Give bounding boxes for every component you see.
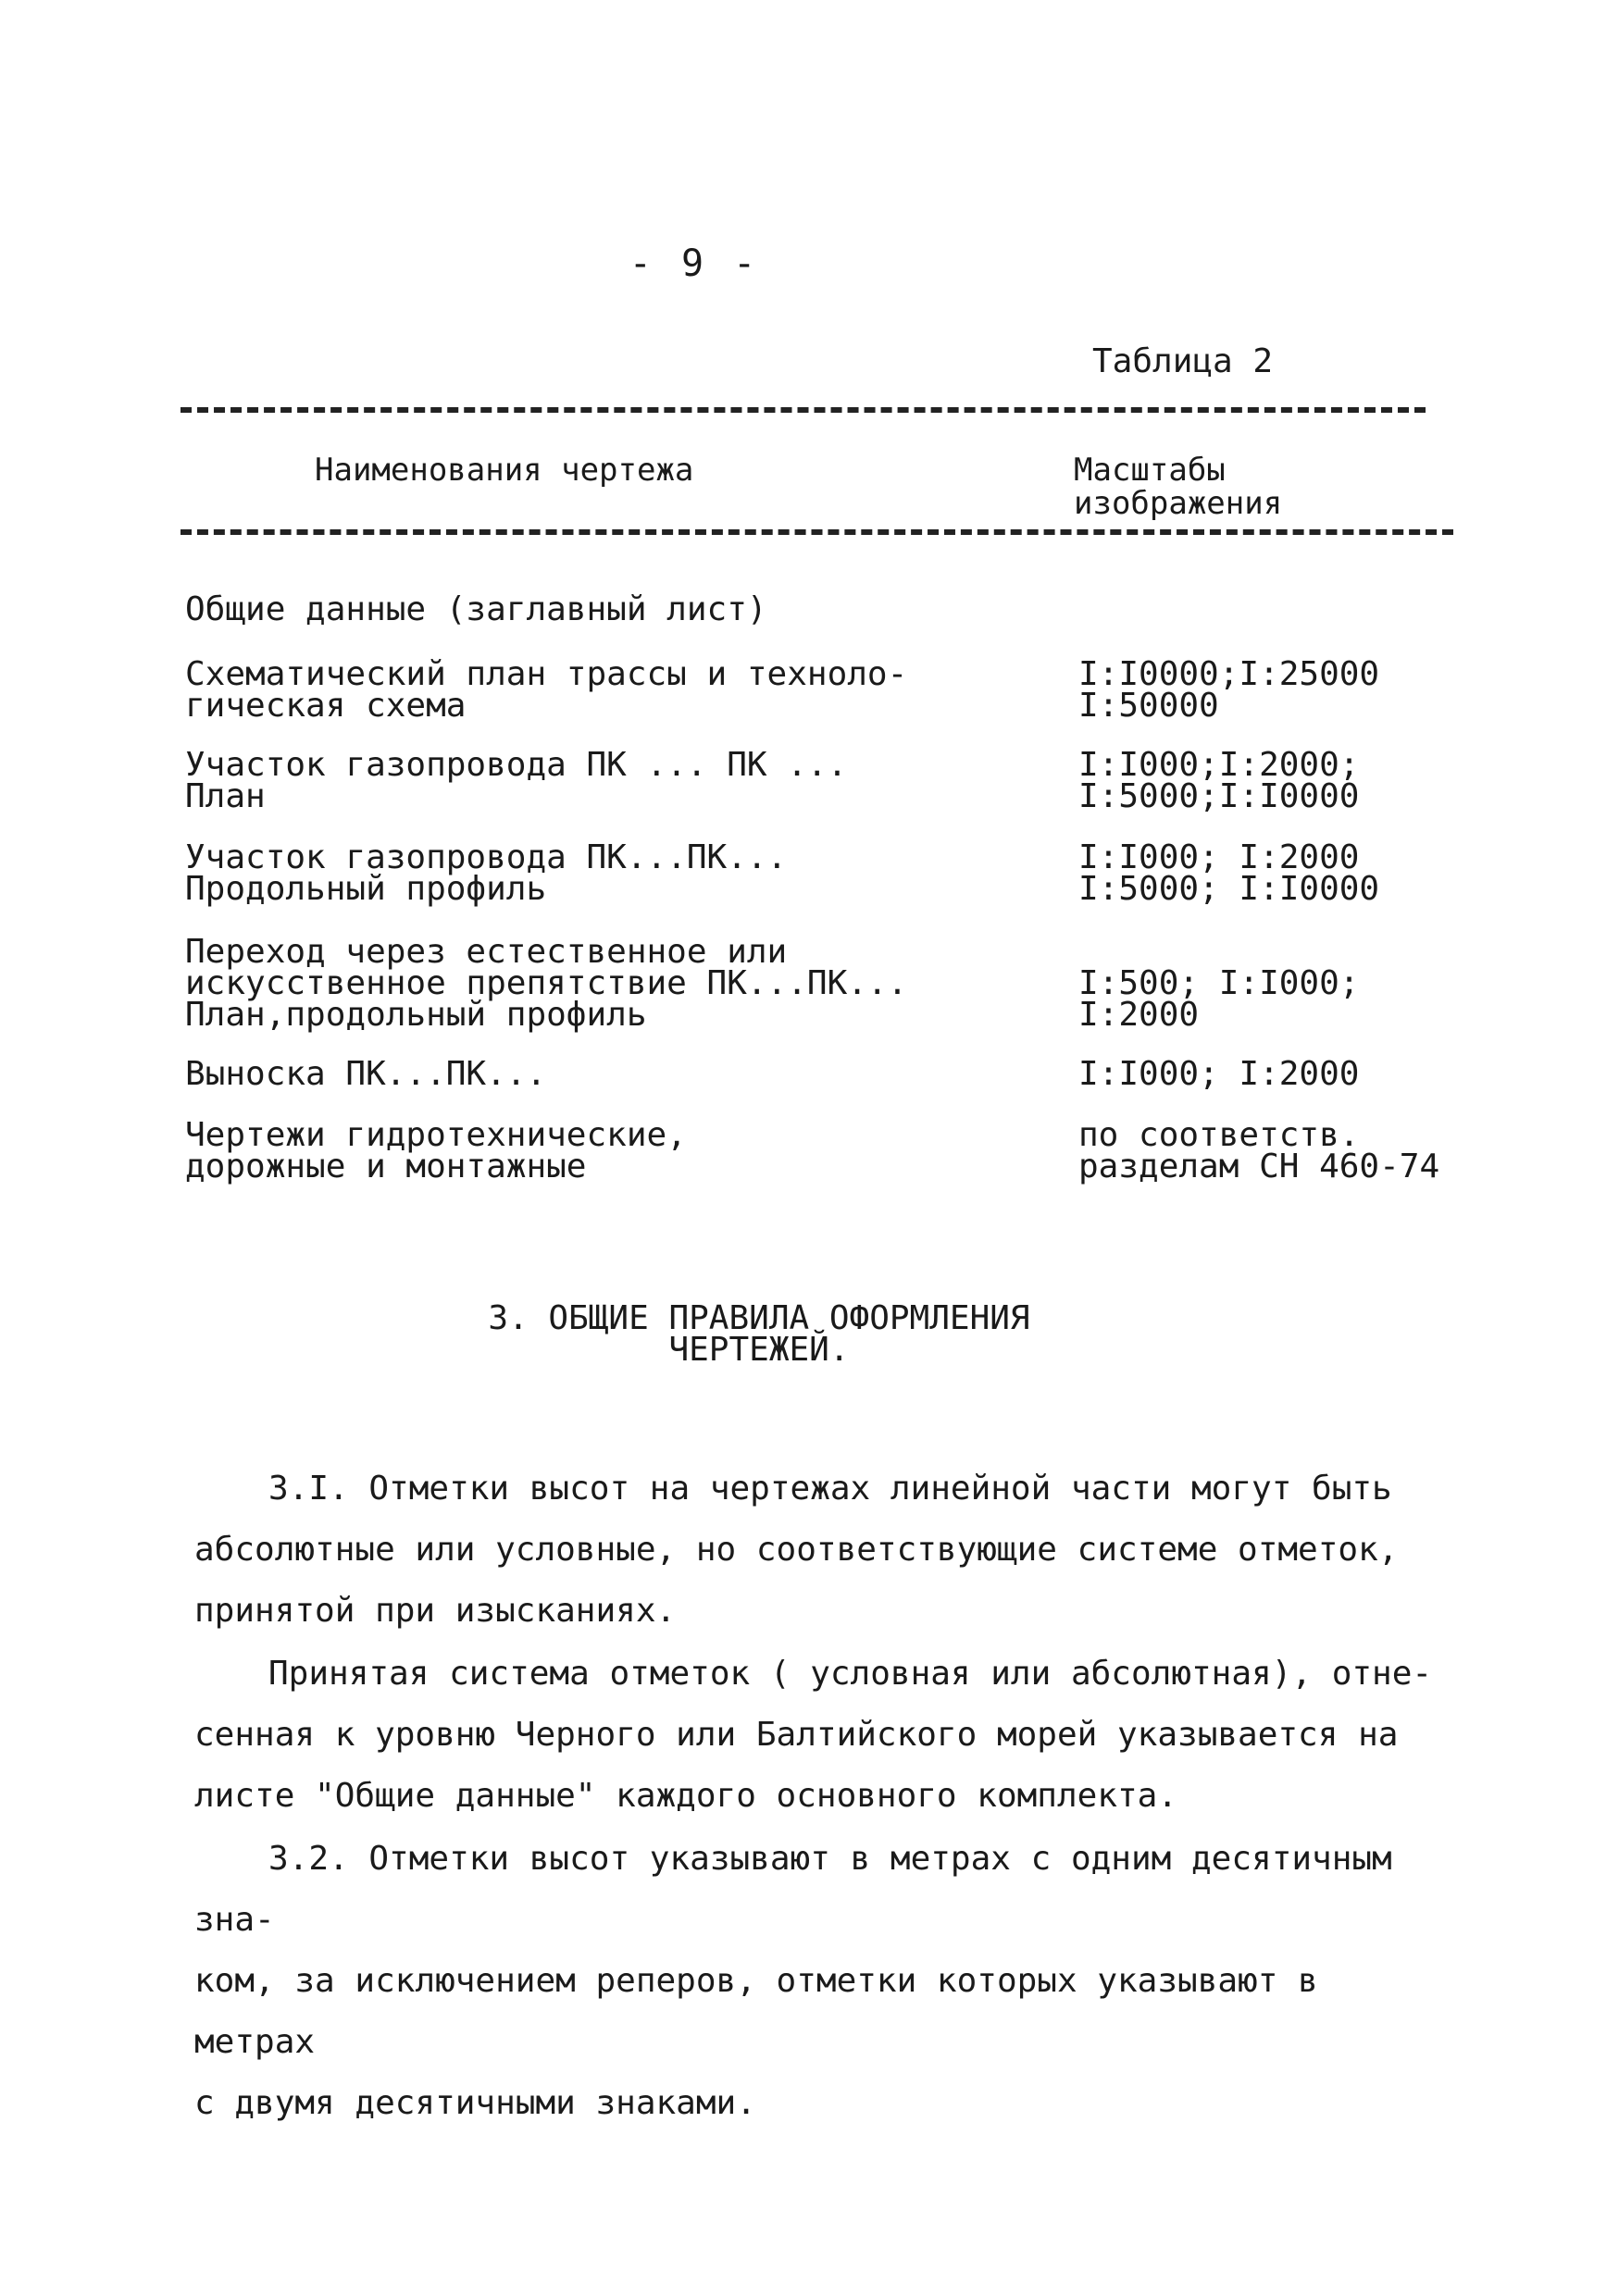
row-drawing-scale: I:I000; I:2000	[1078, 1055, 1360, 1093]
column-header-scale: Масштабы изображения	[1074, 452, 1283, 522]
paragraph-text: 3.I. Отметки высот на чертежах линейной части могут быть абсолютные или условные, но соответствующие системе отметок, принятой при изысканиях.	[194, 1470, 1399, 1630]
section-heading: 3. ОБЩИЕ ПРАВИЛА ОФОРМЛЕНИЯ ЧЕРТЕЖЕЙ.	[488, 1299, 1030, 1369]
table-top-rule	[181, 407, 1426, 413]
row-drawing-scale: I:I000; I:2000 I:5000; I:I0000	[1078, 838, 1380, 908]
row-drawing-name: Выноска ПК...ПК...	[185, 1055, 547, 1093]
table-label: Таблица 2	[1092, 342, 1274, 380]
row-drawing-name: Участок газопровода ПК ... ПК ... План	[185, 746, 848, 815]
row-drawing-name: Общие данные (заглавный лист)	[185, 590, 767, 628]
row-drawing-name: Переход через естественное или искусственное препятствие ПК...ПК... План,продольный профиль	[185, 933, 908, 1034]
paragraph-text: Принятая система отметок ( условная или абсолютная), отне- сенная к уровню Черного или Балтийского морей указывается на листе "Общие данные" каждого основного комплекта.	[194, 1655, 1433, 1815]
row-drawing-scale: I:I000;I:2000; I:5000;I:I0000	[1078, 746, 1360, 815]
table-header-rule	[181, 529, 1453, 535]
row-drawing-scale: по соответств. разделам СН 460-74	[1078, 1116, 1440, 1185]
paragraph	[194, 1768, 1453, 2134]
row-drawing-scale: I:500; I:I000; I:2000	[1078, 964, 1360, 1034]
row-drawing-name: Схематический план трассы и техноло- гическая схема	[185, 655, 908, 725]
row-drawing-name: Чертежи гидротехнические, дорожные и монтажные	[185, 1116, 687, 1185]
row-drawing-name: Участок газопровода ПК...ПК... Продольный профиль	[185, 838, 788, 908]
column-header-name: Наименования чертежа	[315, 452, 694, 489]
page-number: - 9 -	[629, 242, 760, 285]
row-drawing-scale: I:I0000;I:25000 I:50000	[1078, 655, 1380, 725]
paragraph-text: 3.2. Отметки высот указывают в метрах с одним десятичным зна- ком, за исключением реперов, отметки которых указывают в метрах с двумя десятичными знаками.	[194, 1840, 1392, 2122]
